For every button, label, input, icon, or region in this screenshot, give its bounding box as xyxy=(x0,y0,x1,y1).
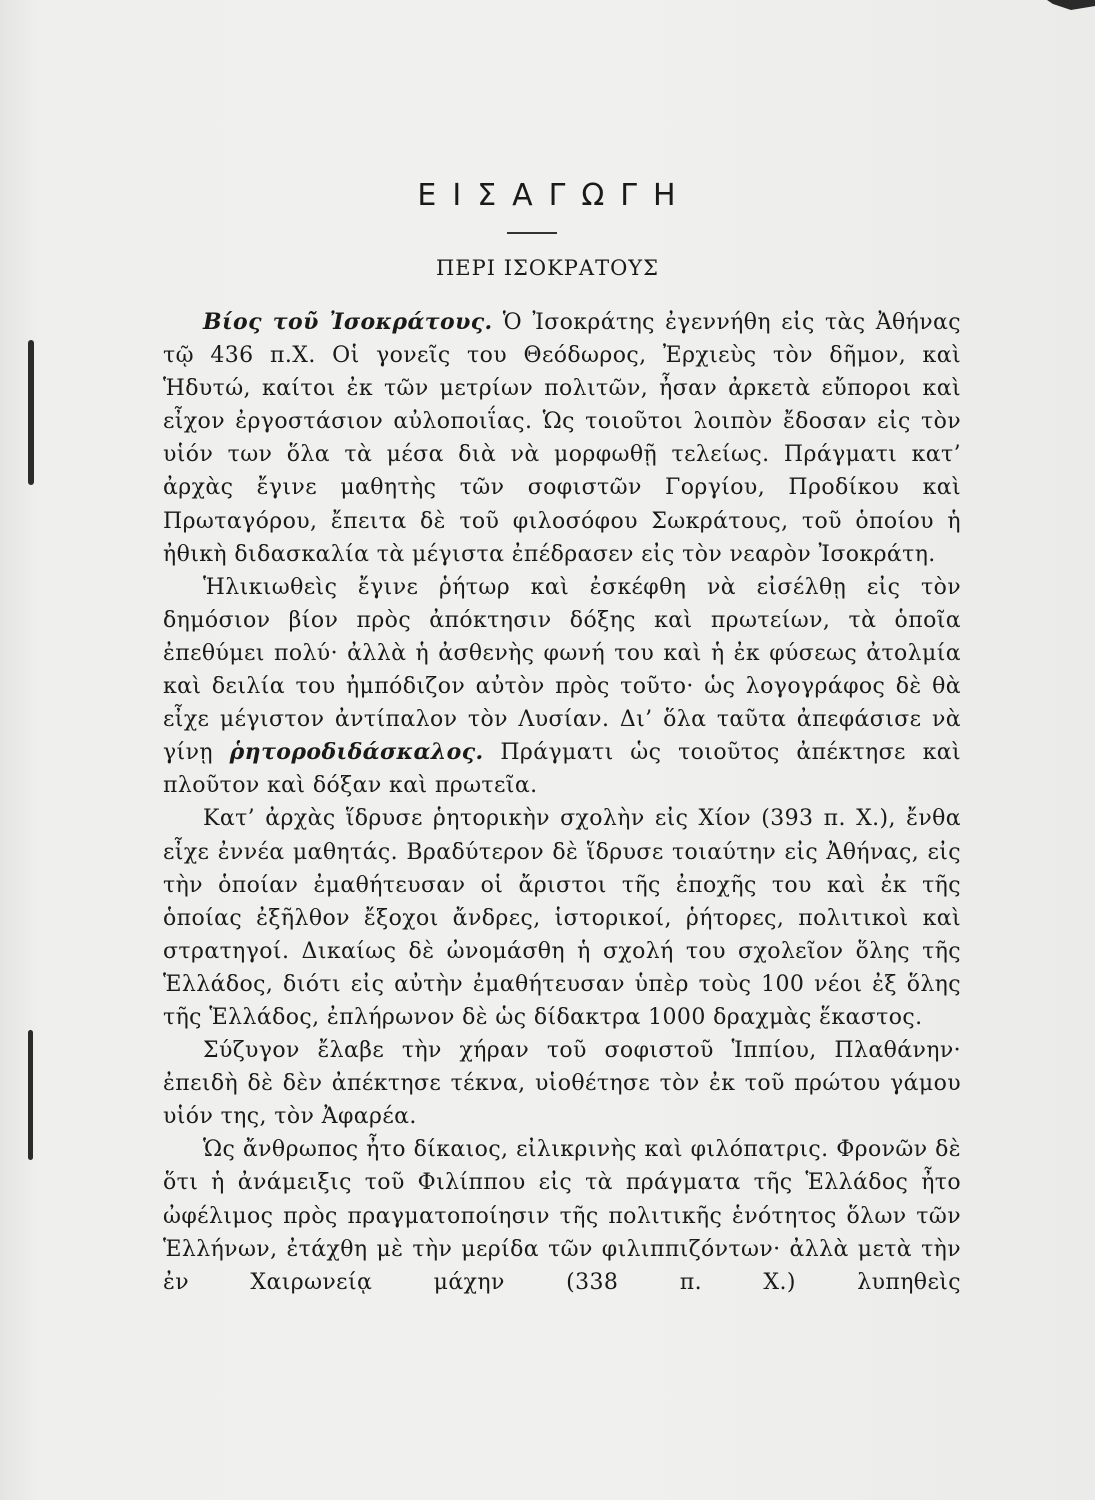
paragraph-2-before: Ἡλικιωθεὶς ἔγινε ῥήτωρ καὶ ἐσκέφθη νὰ εἰσέλθῃ εἰς τὸν δημόσιον βίον πρὸς ἀπόκτησιν δόξης καὶ πρωτείων, τὰ ὁποῖα ἐπεθύμει πολύ· ἀλλὰ ἡ ἀσθενὴς φωνή του καὶ ἡ ἐκ φύσεως ἀτολμία καὶ δειλία του ἠμπόδιζον αὐτὸν πρὸς τοῦτο· ὡς λογογράφος δὲ θὰ εἶχε μέγιστον ἀντίπαλον τὸν Λυσίαν. Δι’ ὅλα ταῦτα ἀπεφάσισε νὰ γίνῃ xyxy=(163,574,961,766)
page-title: ΕΙΣΑΓΩΓΗ xyxy=(417,178,692,213)
binding-thread-top xyxy=(28,340,34,485)
corner-scan-mark xyxy=(1035,0,1095,10)
paragraph-2-term: ῥητοροδιδάσκαλος. xyxy=(229,739,484,766)
body-text xyxy=(163,306,961,1299)
paragraph-1-lead: Βίος τοῦ Ἰσοκράτους. xyxy=(203,309,493,335)
section-subtitle: ΠΕΡΙ ΙΣΟΚΡΑΤΟΥΣ xyxy=(435,256,660,280)
paragraph-3-text: Κατ’ ἀρχὰς ἵδρυσε ῥητορικὴν σχολὴν εἰς Χίον (393 π. Χ.), ἔνθα εἶχε ἐννέα μαθητάς. Βραδύτερον δὲ ἵδρυσε τοιαύτην εἰς Ἀθήνας, εἰς τὴν ὁποίαν ἐμαθήτευσαν οἱ ἄριστοι τῆς ἐποχῆς του καὶ ἐκ τῆς ὁποίας ἐξῆλθον ἔξοχοι ἄνδρες, ἱστορικοί, ῥήτορες, πολιτικοὶ καὶ στρατηγοί. Δικαίως δὲ ὠνομάσθη ἡ σχολή του σχολεῖον ὅλης τῆς Ἑλλάδος, διότι εἰς αὐτὴν ἐμαθήτευσαν ὑπὲρ τοὺς 100 νέοι ἐξ ὅλης τῆς Ἑλλάδος, ἐπλήρωνον δὲ ὡς δίδακτρα 1000 δραχμὰς ἕκαστος. xyxy=(163,806,961,1030)
paragraph-5-text: Ὡς ἄνθρωπος ἦτο δίκαιος, εἰλικρινὴς καὶ φιλόπατρις. Φρονῶν δὲ ὅτι ἡ ἀνάμειξις τοῦ Φιλίππου εἰς τὰ πράγματα τῆς Ἑλλάδος ἦτο ὠφέλιμος πρὸς πραγματοποίησιν τῆς πολιτικῆς ἑνότητος ὅλων τῶν Ἑλλήνων, ἐτάχθη μὲ τὴν μερίδα τῶν φιλιππιζόντων· ἀλλὰ μετὰ τὴν ἐν Χαιρωνείᾳ μάχην (338 π. Χ.) λυπηθεὶς xyxy=(163,1137,961,1295)
binding-thread-bottom xyxy=(28,1030,33,1160)
title-divider xyxy=(507,232,557,234)
paragraph-2 xyxy=(163,571,961,803)
paragraph-4-text: Σύζυγον ἔλαβε τὴν χήραν τοῦ σοφιστοῦ Ἱππίου, Πλαθάνην· ἐπειδὴ δὲ δὲν ἀπέκτησε τέκνα, υἱοθέτησε τὸν ἐκ τοῦ πρώτου γάμου υἱόν της, τὸν Ἀφαρέα. xyxy=(163,1038,961,1130)
paragraph-3 xyxy=(163,802,961,1034)
paragraph-4 xyxy=(163,1034,961,1133)
paragraph-5 xyxy=(163,1133,961,1298)
paragraph-2-after: Πράγματι ὡς τοιοῦτος ἀπέκτησε καὶ πλοῦτον καὶ δόξαν καὶ πρωτεῖα. xyxy=(163,740,961,799)
paragraph-1 xyxy=(163,306,961,571)
paragraph-1-text: Ὁ Ἰσοκράτης ἐγεννήθη εἰς τὰς Ἀθήνας τῷ 436 π.Χ. Οἱ γονεῖς του Θεόδωρος, Ἐρχιεὺς τὸν δῆμον, καὶ Ἡδυτώ, καίτοι ἐκ τῶν μετρίων πολιτῶν, ἦσαν ἀρκετὰ εὔποροι καὶ εἶχον ἐργοστάσιον αὐλοποιΐας. Ὡς τοιοῦτοι λοιπὸν ἔδοσαν εἰς τὸν υἱόν των ὅλα τὰ μέσα διὰ νὰ μορφωθῇ τελείως. Πράγματι κατ’ ἀρχὰς ἔγινε μαθητὴς τῶν σοφιστῶν Γοργίου, Προδίκου καὶ Πρωταγόρου, ἔπειτα δὲ τοῦ φιλοσόφου Σωκράτους, τοῦ ὁποίου ἡ ἠθικὴ διδασκαλία τὰ μέγιστα ἐπέδρασεν εἰς τὸν νεαρὸν Ἰσοκράτη. xyxy=(163,310,961,567)
